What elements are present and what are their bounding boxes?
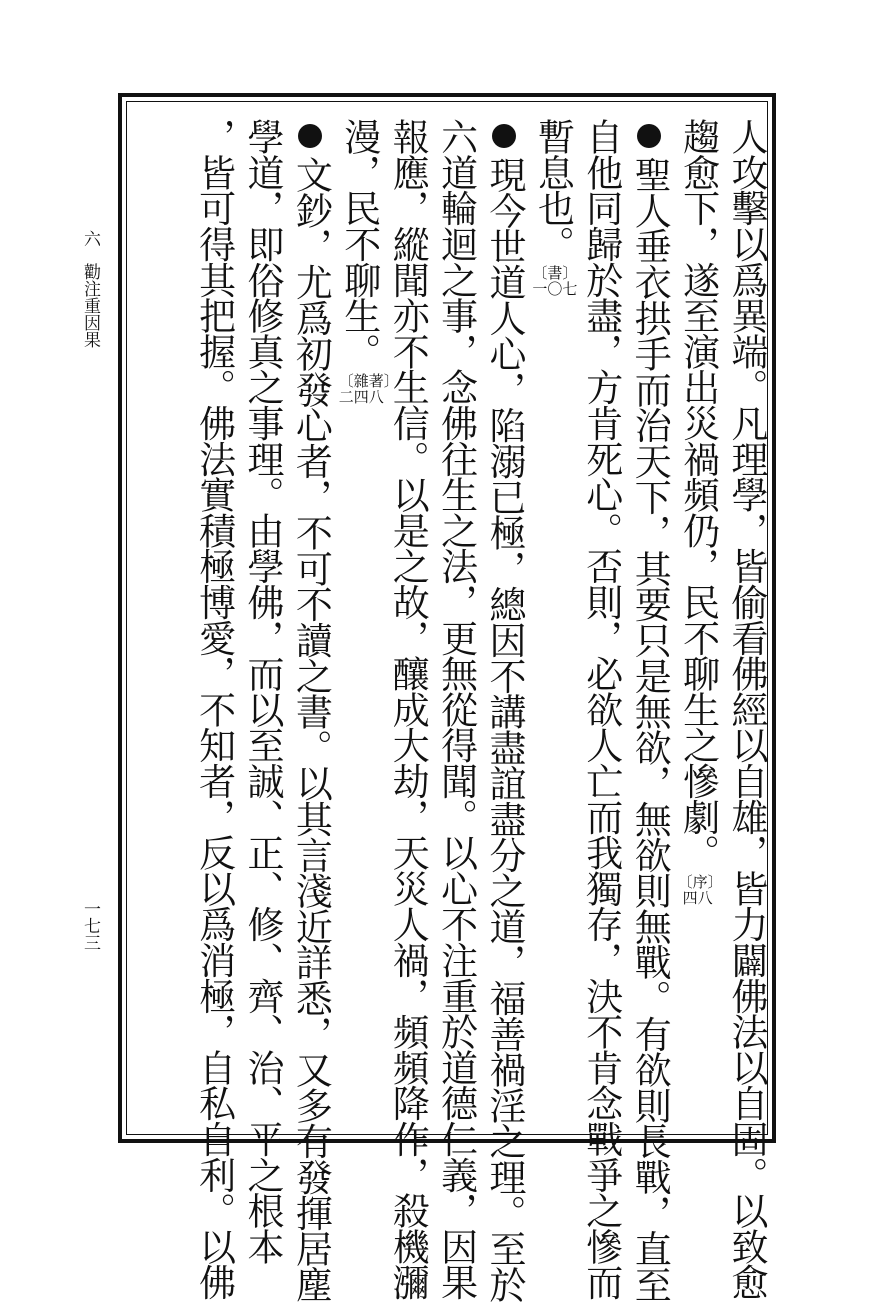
source-note-label: 〔書〕 <box>532 264 578 283</box>
source-note-number: 二四八 <box>338 387 384 406</box>
text-column <box>194 118 234 1299</box>
text-column <box>531 118 578 299</box>
text-column <box>386 118 430 1300</box>
page-number: 一七三 <box>80 900 100 951</box>
source-note <box>532 264 578 299</box>
running-header <box>78 230 103 348</box>
text-column <box>628 118 672 1302</box>
column-text: 自他同歸於盡，方肯死心。否則，必欲人亡而我獨存，決不肯念戰爭之慘而 <box>579 118 623 1300</box>
text-column <box>484 118 524 1302</box>
column-text: 文鈔，尤爲初發心者，不可不讀之書。以其言淺近詳悉，又多有發揮居塵 <box>289 156 333 1302</box>
source-note <box>338 371 399 406</box>
source-note-number: 四八 <box>682 888 713 907</box>
text-column <box>242 118 282 1264</box>
paragraph-bullet-icon <box>298 124 322 148</box>
column-text: 學道，即俗修真之事理。由學佛，而以至誠、正、修、齊、治、平之根本 <box>241 118 284 1264</box>
text-column <box>676 118 723 907</box>
text-column <box>581 118 621 1299</box>
text-column <box>289 118 333 1302</box>
text-column <box>436 118 476 1299</box>
source-note-number: 一〇七 <box>532 280 578 299</box>
column-text: 報應，縱聞亦不生信。以是之故，釀成大劫，天災人禍，頻頻降作，殺機瀰 <box>386 118 430 1300</box>
column-text: 現今世道人心，陷溺已極，總因不講盡誼盡分之道，福善禍淫之理。至於 <box>483 156 526 1302</box>
column-text: 六道輪迴之事，念佛往生之法，更無從得聞。以心不注重於道德仁義，因果 <box>434 118 478 1300</box>
text-column <box>337 118 399 406</box>
column-text: 漫，民不聊生。 <box>337 118 381 369</box>
source-note-label: 〔雜著〕 <box>338 371 399 390</box>
chapter-number: 六 <box>80 230 100 247</box>
column-text: ，皆可得其把握。佛法實積極博愛，不知者，反以爲消極，自私自利。以佛 <box>192 118 236 1300</box>
text-column <box>726 118 766 1299</box>
paragraph-bullet-icon <box>492 124 516 148</box>
column-text: 人攻擊以爲異端。凡理學，皆偷看佛經以自雄，皆力闢佛法以自固。以致愈 <box>725 118 768 1300</box>
chapter-title: 勸注重因果 <box>80 263 100 348</box>
source-note <box>677 872 723 907</box>
column-text: 聖人垂衣拱手而治天下，其要只是無欲，無欲則無戰。有欲則長戰，直至 <box>628 156 672 1302</box>
paragraph-bullet-icon <box>637 124 661 148</box>
column-text: 暫息也。 <box>531 118 575 262</box>
source-note-label: 〔序〕 <box>677 872 723 891</box>
column-text: 趨愈下，遂至演出災禍頻仍，民不聊生之慘劇。 <box>676 118 720 870</box>
